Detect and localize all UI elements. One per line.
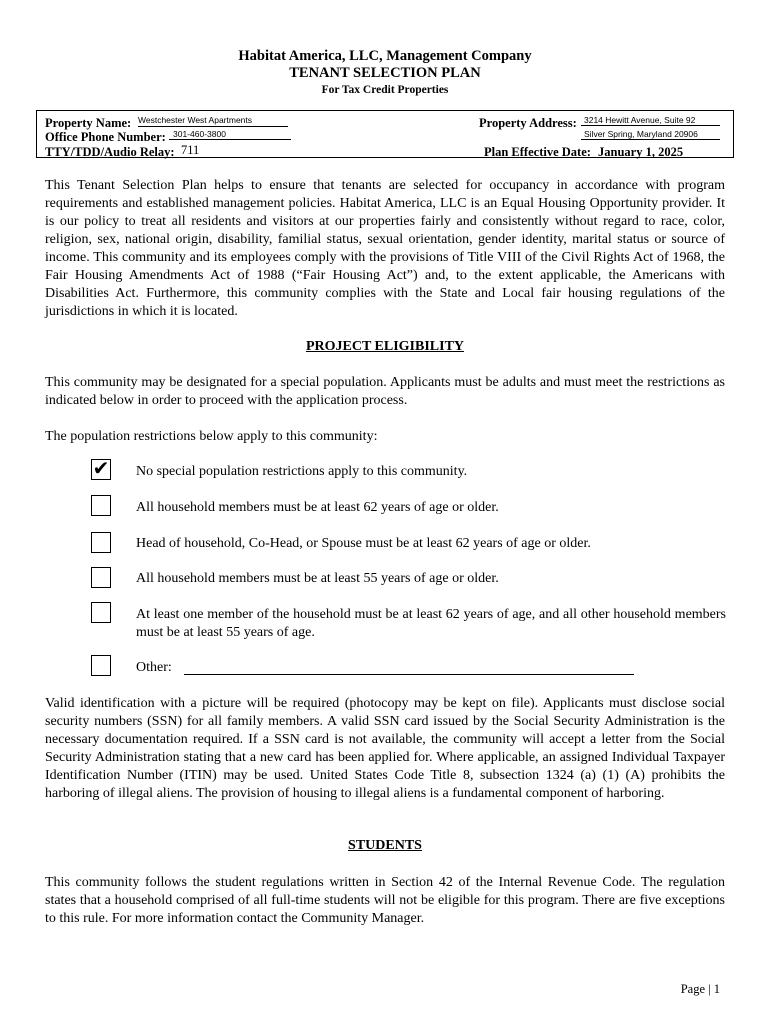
- tty-label: TTY/TDD/Audio Relay:: [45, 145, 175, 159]
- property-address-line1-field[interactable]: 3214 Hewitt Avenue, Suite 92: [581, 115, 720, 126]
- one-62-others-55-label: At least one member of the household must be at least 62 years of age, and all other household members must be at least 55 years of age.: [136, 607, 726, 640]
- office-phone-label: Office Phone Number:: [45, 130, 166, 144]
- students-paragraph: This community follows the student regulations written in Section 42 of the Internal Revenue Code. The regulation states that a household comprised of all full-time students will not be eligible for this program. There are five exceptions to this rule. For more information contact the Community Manager.: [45, 875, 725, 926]
- intro-paragraph: This Tenant Selection Plan helps to ensure that tenants are selected for occupancy in accordance with program requirements and established management policies. Habitat America, LLC is an Equal Housing Opportunity provider. It is our policy to treat all residents and visitors at our properties fairly and consistently without regard to race, color, religion, sex, national origin, disability, familial status, sexual orientation, gender identity, marital status or source of income. This community and its employees comply with the provisions of Title VIII of the Civil Rights Act of 1968, the Fair Housing Amendments Act of 1988 (“Fair Housing Act”) and, to the extent applicable, the Americans with Disabilities Act. Furthermore, this community complies with the State and Local fair housing regulations of the jurisdictions in which it is located.: [45, 178, 725, 319]
- plan-effective-date-label: Plan Effective Date:: [484, 145, 591, 159]
- no-restrictions-checkbox[interactable]: ✔: [92, 458, 110, 480]
- identification-paragraph: Valid identification with a picture will be required (photocopy may be kept on file). Applicants must disclose social security numbers (SSN) for all family members. A valid SSN card issued by the Social Security Administration is the necessary documentation required. If a SSN card is not available, the community will accept a letter from the Social Security Administration stating that a new card has been applied for. Where applicable, an assigned Individual Taxpayer Identification Number (ITIN) may be used. United States Code Title 8, subsection 1324 (a) (1) (A) prohibits the harboring of illegal aliens. The provision of housing to illegal aliens is a fundamental component of harboring.: [45, 696, 725, 801]
- other-checkbox[interactable]: [91, 655, 111, 676]
- all-62-checkbox[interactable]: [91, 495, 111, 516]
- other-input-line[interactable]: [184, 674, 634, 675]
- all-62-label: All household members must be at least 62 years of age or older.: [136, 500, 499, 515]
- restrictions-intro: The population restrictions below apply to this community:: [45, 429, 378, 444]
- property-address-label: Property Address:: [479, 116, 577, 130]
- one-62-others-55-checkbox[interactable]: [91, 602, 111, 623]
- page-number: Page | 1: [680, 982, 720, 996]
- tty-field[interactable]: 711: [181, 144, 293, 158]
- property-info-box: [36, 110, 734, 158]
- plan-effective-date-value: January 1, 2025: [598, 145, 684, 159]
- head-62-checkbox[interactable]: [91, 532, 111, 553]
- no-restrictions-label: No special population restrictions apply to this community.: [136, 464, 468, 479]
- property-address-line2-field[interactable]: Silver Spring, Maryland 20906: [581, 129, 720, 140]
- property-name-label: Property Name:: [45, 116, 132, 130]
- all-55-label: All household members must be at least 55 years of age or older.: [136, 571, 499, 586]
- head-62-label: Head of household, Co-Head, or Spouse must be at least 62 years of age or older.: [136, 536, 591, 551]
- document-subtitle: For Tax Credit Properties: [321, 84, 449, 96]
- other-label: Other:: [136, 660, 172, 675]
- office-phone-field[interactable]: 301-460-3800: [169, 129, 291, 140]
- document-title: TENANT SELECTION PLAN: [289, 65, 481, 81]
- company-name: Habitat America, LLC, Management Company: [238, 48, 532, 64]
- all-55-checkbox[interactable]: [91, 567, 111, 588]
- students-heading: STUDENTS: [348, 838, 422, 853]
- project-eligibility-heading: PROJECT ELIGIBILITY: [305, 339, 465, 354]
- eligibility-paragraph: This community may be designated for a special population. Applicants must be adults and must meet the restrictions as indicated below in order to proceed with the application process.: [45, 375, 725, 408]
- property-name-field[interactable]: Westchester West Apartments: [138, 115, 288, 127]
